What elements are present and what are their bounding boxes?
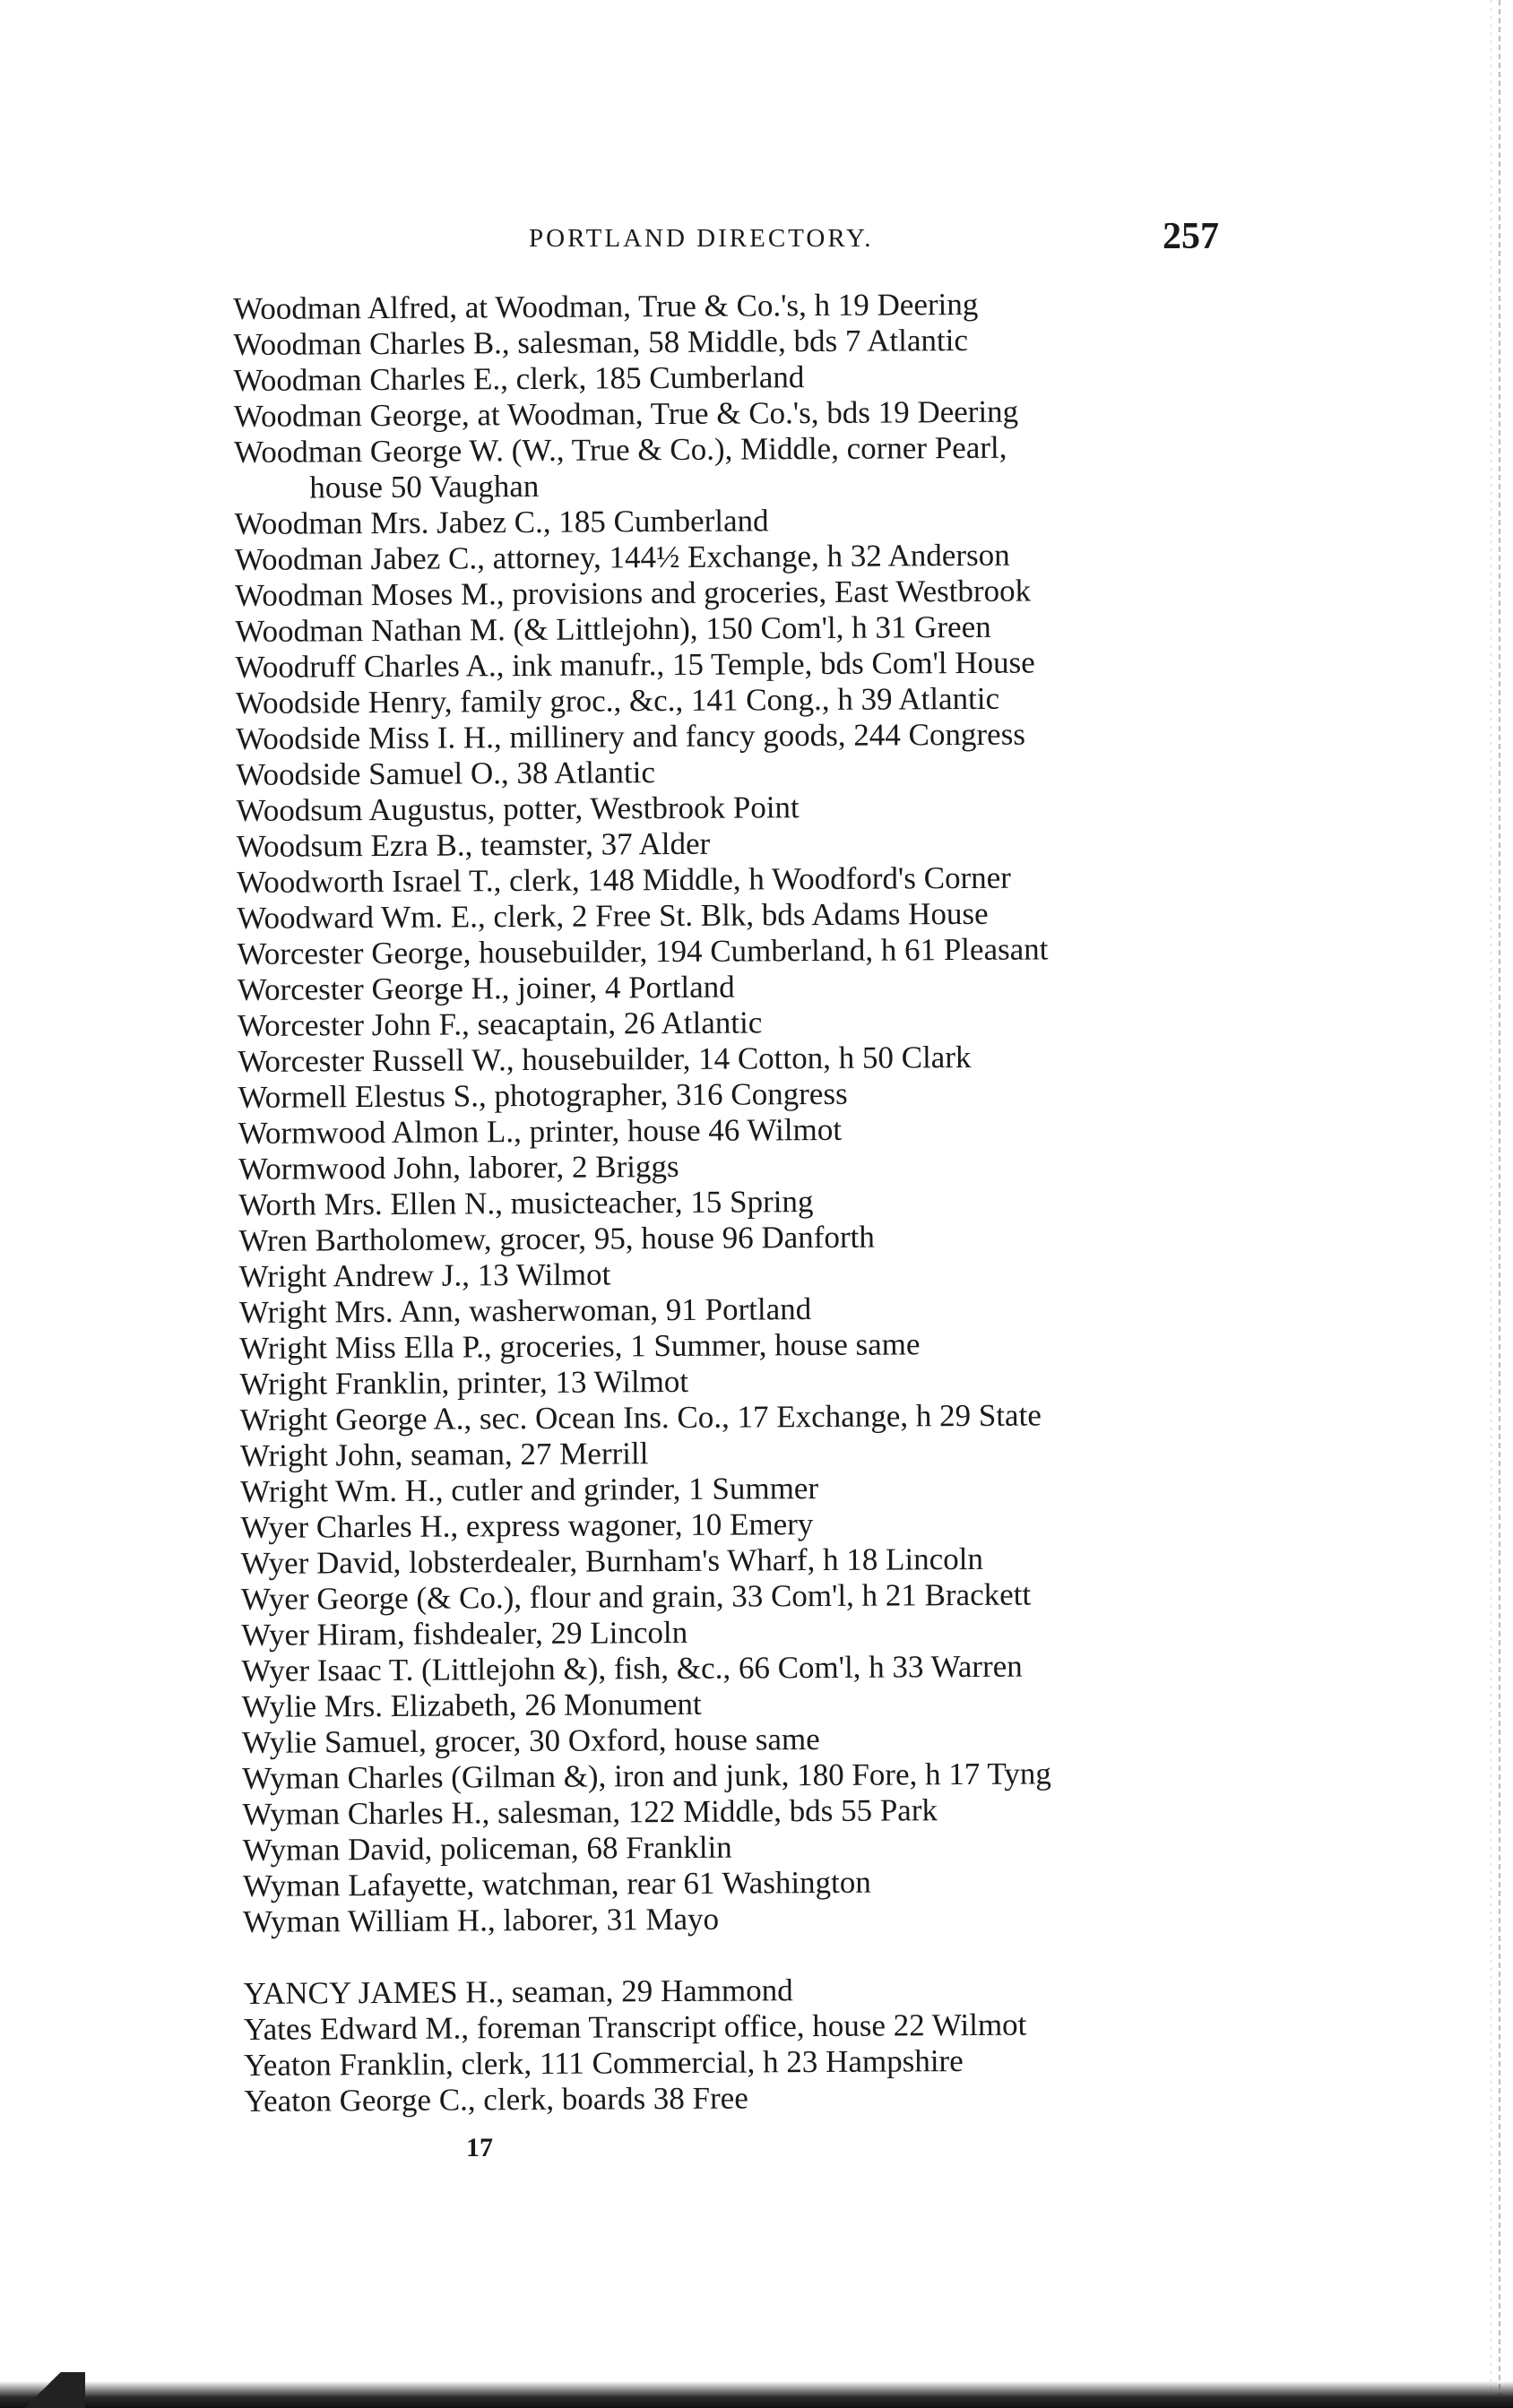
directory-entry: Woodman Moses M., provisions and groceries, East Westbrook — [234, 573, 1032, 613]
directory-entry: Wren Bartholomew, grocer, 95, house 96 Danforth — [238, 1219, 875, 1258]
directory-entry: Worcester George H., joiner, 4 Portland — [237, 969, 735, 1007]
directory-entry: Wyman David, policeman, 68 Franklin — [242, 1829, 732, 1868]
running-head: PORTLAND DIRECTORY. — [529, 224, 874, 253]
directory-entry: Yeaton George C., clerk, boards 38 Free — [244, 2080, 748, 2119]
page-header — [529, 215, 1219, 269]
directory-entry: Wright Miss Ella P., groceries, 1 Summer, house same — [239, 1326, 921, 1366]
directory-entry: Yeaton Franklin, clerk, 111 Commercial, h 23 Hampshire — [243, 2043, 964, 2083]
directory-entry: Woodside Samuel O., 38 Atlantic — [236, 755, 656, 792]
directory-entry: Wylie Mrs. Elizabeth, 26 Monument — [241, 1686, 702, 1724]
directory-entry: Wyer Charles H., express wagoner, 10 Emery — [240, 1506, 814, 1545]
page-bottom-edge — [0, 2381, 1513, 2408]
directory-entry: Wyman Charles (Gilman &), iron and junk, 180 Fore, h 17 Tyng — [242, 1756, 1051, 1796]
directory-entry: Woodman Jabez C., attorney, 144½ Exchange, h 32 Anderson — [234, 537, 1010, 577]
directory-entries — [233, 285, 1275, 2119]
directory-entry: Wyman Charles H., salesman, 122 Middle, bds 55 Park — [242, 1792, 938, 1832]
directory-entry: Wright Wm. H., cutler and grinder, 1 Summer — [240, 1471, 819, 1509]
directory-entry: Worcester Russell W., housebuilder, 14 Cotton, h 50 Clark — [238, 1039, 972, 1079]
directory-entry: Woodman George W. (W., True & Co.), Middle, corner Pearl, — [233, 429, 1007, 470]
directory-entry: Woodruff Charles A., ink manufr., 15 Temple, bds Com'l House — [235, 644, 1035, 685]
signature-mark: 17 — [466, 2133, 493, 2162]
directory-entry: Wyman William H., laborer, 31 Mayo — [242, 1901, 720, 1939]
directory-entry: Woodman Charles E., clerk, 185 Cumberland — [233, 359, 805, 398]
directory-entry: Worth Mrs. Ellen N., musicteacher, 15 Spring — [238, 1184, 814, 1222]
page-edge-right — [1499, 0, 1500, 2408]
directory-entry: Woodsum Augustus, potter, Westbrook Point — [236, 790, 800, 828]
directory-entry: Wyer Hiram, fishdealer, 29 Lincoln — [241, 1614, 688, 1653]
directory-entry: Wright John, seaman, 27 Merrill — [239, 1436, 649, 1473]
directory-entry: Wyman Lafayette, watchman, rear 61 Washington — [242, 1864, 871, 1903]
directory-entry: Woodside Henry, family groc., &c., 141 Cong., h 39 Atlantic — [235, 680, 1000, 721]
directory-entry: YANCY JAMES H., seaman, 29 Hammond — [243, 1972, 793, 2011]
directory-entry: Woodward Wm. E., clerk, 2 Free St. Blk, bds Adams House — [237, 895, 989, 936]
directory-entry: Wormell Elestus S., photographer, 316 Congress — [238, 1075, 848, 1115]
page-number: 257 — [1163, 216, 1219, 257]
directory-entry: Woodman Mrs. Jabez C., 185 Cumberland — [234, 503, 769, 541]
directory-entry: Wright Franklin, printer, 13 Wilmot — [239, 1363, 689, 1402]
directory-entry: Woodsum Ezra B., teamster, 37 Alder — [236, 825, 711, 864]
directory-entry: Wormwood John, laborer, 2 Briggs — [238, 1148, 679, 1187]
directory-entry: Woodside Miss I. H., millinery and fancy goods, 244 Congress — [235, 716, 1026, 756]
directory-entry: Woodman Alfred, at Woodman, True & Co.'s, h 19 Deering — [233, 286, 979, 326]
directory-entry: Woodman Charles B., salesman, 58 Middle, bds 7 Atlantic — [233, 322, 969, 362]
directory-entry: Wright George A., sec. Ocean Ins. Co., 17 Exchange, h 29 State — [239, 1397, 1042, 1437]
directory-entry: Yates Edward M., foreman Transcript office, house 22 Wilmot — [243, 2007, 1027, 2047]
directory-entry: Worcester John F., seacaptain, 26 Atlantic — [237, 1005, 763, 1043]
directory-entry: Wyer Isaac T. (Littlejohn &), fish, &c., 66 Com'l, h 33 Warren — [241, 1648, 1023, 1688]
directory-entry: Woodman George, at Woodman, True & Co.'s, bds 19 Deering — [233, 393, 1019, 434]
directory-entry: Woodworth Israel T., clerk, 148 Middle, h Woodford's Corner — [236, 859, 1011, 900]
directory-entry: Woodman Nathan M. (& Littlejohn), 150 Com'l, h 31 Green — [235, 608, 991, 649]
directory-entry: Wright Mrs. Ann, washerwoman, 91 Portland — [238, 1291, 812, 1330]
directory-entry: Wyer David, lobsterdealer, Burnham's Wharf, h 18 Lincoln — [240, 1541, 984, 1581]
directory-entry: Wormwood Almon L., printer, house 46 Wilmot — [238, 1111, 843, 1151]
directory-entry: Wright Andrew J., 13 Wilmot — [238, 1256, 611, 1294]
directory-entry: Wylie Samuel, grocer, 30 Oxford, house same — [241, 1722, 820, 1760]
directory-entry-continuation: house 50 Vaughan — [309, 468, 540, 505]
directory-entry: Wyer George (& Co.), flour and grain, 33 Com'l, h 21 Brackett — [240, 1576, 1032, 1617]
directory-entry: Worcester George, housebuilder, 194 Cumberland, h 61 Pleasant — [237, 931, 1049, 971]
